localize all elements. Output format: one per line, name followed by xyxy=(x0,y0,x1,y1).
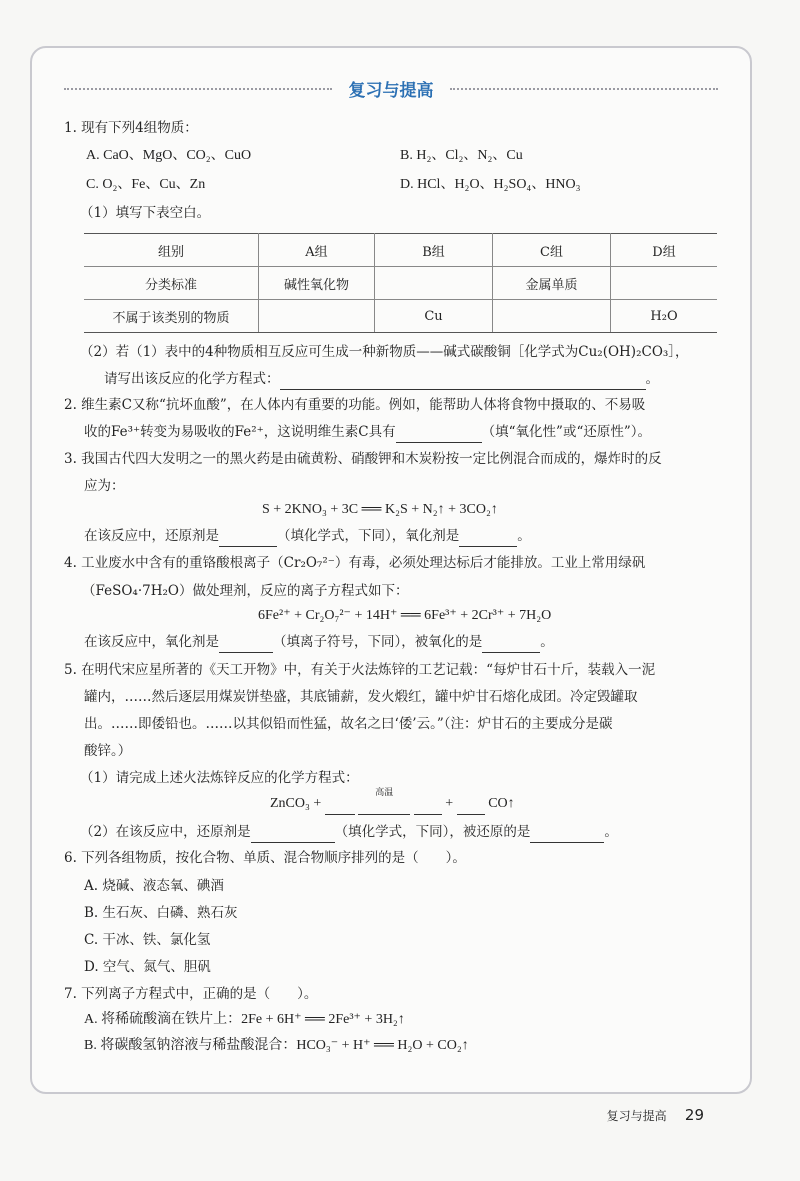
q4-prompt: 在该反应中，氧化剂是 xyxy=(84,634,219,650)
q5-eq-right: CO↑ xyxy=(484,796,515,811)
footer-label: 复习与提高 xyxy=(606,1109,667,1123)
table-cell: 不属于该类别的物质 xyxy=(84,300,259,333)
answer-blank[interactable] xyxy=(251,822,335,843)
q6-stem: 6. 下列各组物质，按化合物、单质、混合物顺序排列的是（ ）。 xyxy=(64,850,466,866)
q1-stem: 1. 现有下列4组物质： xyxy=(64,120,198,136)
q3-equation: S + 2KNO₃ + 3C ══ K₂S + N₂↑ + 3CO₂↑ xyxy=(262,502,498,517)
q5-eq-plus: + xyxy=(441,796,457,811)
q1-sub2-end: 。 xyxy=(645,371,659,387)
table-cell xyxy=(375,267,493,300)
answer-blank[interactable] xyxy=(482,632,540,653)
q7-option-a[interactable]: A. 将稀硫酸滴在铁片上：2Fe + 6H⁺ ══ 2Fe³⁺ + 3H₂↑ xyxy=(84,1012,405,1027)
table-cell: 组别 xyxy=(84,234,259,267)
answer-blank[interactable] xyxy=(457,794,485,815)
q5-line4: 酸锌。） xyxy=(84,743,132,759)
q1-sub1: （1）填写下表空白。 xyxy=(80,205,211,221)
table-cell xyxy=(259,300,375,333)
q1-option-c: C. O₂、Fe、Cu、Zn xyxy=(86,177,206,192)
q4-hint: （填离子符号，下同），被氧化的是 xyxy=(273,634,483,650)
q2-line1: 2. 维生素C又称“抗坏血酸”，在人体内有重要的功能。例如，能帮助人体将食物中摄取的、不易吸 xyxy=(64,397,646,413)
answer-blank[interactable] xyxy=(414,794,442,815)
reaction-condition: 高温 xyxy=(375,787,394,797)
q1-option-b: B. H₂、Cl₂、N₂、Cu xyxy=(400,148,523,163)
classification-table xyxy=(84,233,717,333)
q2-hint: （填“氧化性”或“还原性”）。 xyxy=(481,424,651,440)
q3-hint: （填化学式，下同），氧化剂是 xyxy=(277,528,460,544)
table-cell xyxy=(493,300,611,333)
q3-line1: 3. 我国古代四大发明之一的黑火药是由硫黄粉、硝酸钾和木炭粉按一定比例混合而成的，爆炸时的反 xyxy=(64,451,662,467)
q4-answer-line xyxy=(84,632,554,653)
q3-end: 。 xyxy=(517,528,531,544)
q3-line2: 应为： xyxy=(84,478,125,494)
table-cell: A组 xyxy=(259,234,375,267)
header-dots-right xyxy=(450,88,718,90)
q5-equation xyxy=(270,787,515,815)
table-cell: 分类标准 xyxy=(84,267,259,300)
page-number: 29 xyxy=(684,1106,704,1124)
q2-line2 xyxy=(84,422,651,443)
answer-blank[interactable] xyxy=(396,422,482,443)
table-row xyxy=(84,300,717,333)
table-cell xyxy=(611,267,718,300)
q7-stem: 7. 下列离子方程式中，正确的是（ ）。 xyxy=(64,986,318,1002)
q6-option-a[interactable]: A. 烧碱、液态氧、碘酒 xyxy=(84,878,224,894)
q5-sub2-end: 。 xyxy=(604,824,618,840)
q1-option-a: A. CaO、MgO、CO₂、CuO xyxy=(86,148,252,163)
q4-line2: （FeSO₄·7H₂O）做处理剂，反应的离子方程式如下： xyxy=(82,583,409,599)
answer-blank[interactable] xyxy=(280,369,646,390)
q2-prompt: 收的Fe³⁺转变为易吸收的Fe²⁺，这说明维生素C具有 xyxy=(84,424,396,440)
q4-line1: 4. 工业废水中含有的重铬酸根离子（Cr₂O₇²⁻）有毒，必须处理达标后才能排放。工业上常用绿矾 xyxy=(64,555,646,571)
q1-sub2-line2 xyxy=(104,369,659,390)
table-row xyxy=(84,267,717,300)
q1-sub2-prompt: 请写出该反应的化学方程式： xyxy=(104,371,280,387)
q5-eq-left: ZnCO₃ + xyxy=(270,796,325,811)
q5-sub2 xyxy=(80,822,618,843)
table-cell: Cu xyxy=(375,300,493,333)
table-cell: 碱性氧化物 xyxy=(259,267,375,300)
q6-option-d[interactable]: D. 空气、氮气、胆矾 xyxy=(84,959,211,975)
answer-blank[interactable] xyxy=(530,822,604,843)
page-footer xyxy=(607,1106,704,1124)
table-cell: 金属单质 xyxy=(493,267,611,300)
table-cell: H₂O xyxy=(611,300,718,333)
table-cell: C组 xyxy=(493,234,611,267)
q1-option-d: D. HCl、H₂O、H₂SO₄、HNO₃ xyxy=(400,177,581,192)
table-cell: D组 xyxy=(611,234,718,267)
answer-blank[interactable] xyxy=(219,526,277,547)
table-header-row xyxy=(84,234,717,267)
q5-line2: 罐内，……然后逐层用煤炭饼垫盛，其底铺薪，发火煅红，罐中炉甘石熔化成团。冷定毁罐取 xyxy=(84,689,638,705)
q3-prompt: 在该反应中，还原剂是 xyxy=(84,528,219,544)
q1-sub2-line1: （2）若（1）表中的4种物质相互反应可生成一种新物质——碱式碳酸铜［化学式为Cu₂(OH)₂CO₃］， xyxy=(80,344,689,360)
q5-line1: 5. 在明代宋应星所著的《天工开物》中，有关于火法炼锌的工艺记载：“每炉甘石十斤，装载入一泥 xyxy=(64,662,656,678)
q3-answer-line xyxy=(84,526,531,547)
q5-sub2-prompt: （2）在该反应中，还原剂是 xyxy=(80,824,251,840)
section-title: 复习与提高 xyxy=(348,81,434,101)
q5-sub1: （1）请完成上述火法炼锌反应的化学方程式： xyxy=(80,770,359,786)
q5-line3: 出。……即倭铅也。……以其似铅而性猛，故名之曰‘倭’云。”（注：炉甘石的主要成分是碳 xyxy=(84,716,613,732)
q4-end: 。 xyxy=(540,634,554,650)
q6-option-b[interactable]: B. 生石灰、白磷、熟石灰 xyxy=(84,905,238,921)
table-cell: B组 xyxy=(375,234,493,267)
q4-equation: 6Fe²⁺ + Cr₂O₇²⁻ + 14H⁺ ══ 6Fe³⁺ + 2Cr³⁺ + 7H₂O xyxy=(258,608,552,623)
reaction-arrow xyxy=(358,787,410,815)
section-header xyxy=(64,72,718,102)
answer-blank[interactable] xyxy=(219,632,273,653)
q7-option-b[interactable]: B. 将碳酸氢钠溶液与稀盐酸混合：HCO₃⁻ + H⁺ ══ H₂O + CO₂↑ xyxy=(84,1038,469,1053)
answer-blank[interactable] xyxy=(325,794,355,815)
answer-blank[interactable] xyxy=(459,526,517,547)
q6-option-c[interactable]: C. 干冰、铁、氯化氢 xyxy=(84,932,211,948)
q5-sub2-hint: （填化学式，下同），被还原的是 xyxy=(334,824,531,840)
